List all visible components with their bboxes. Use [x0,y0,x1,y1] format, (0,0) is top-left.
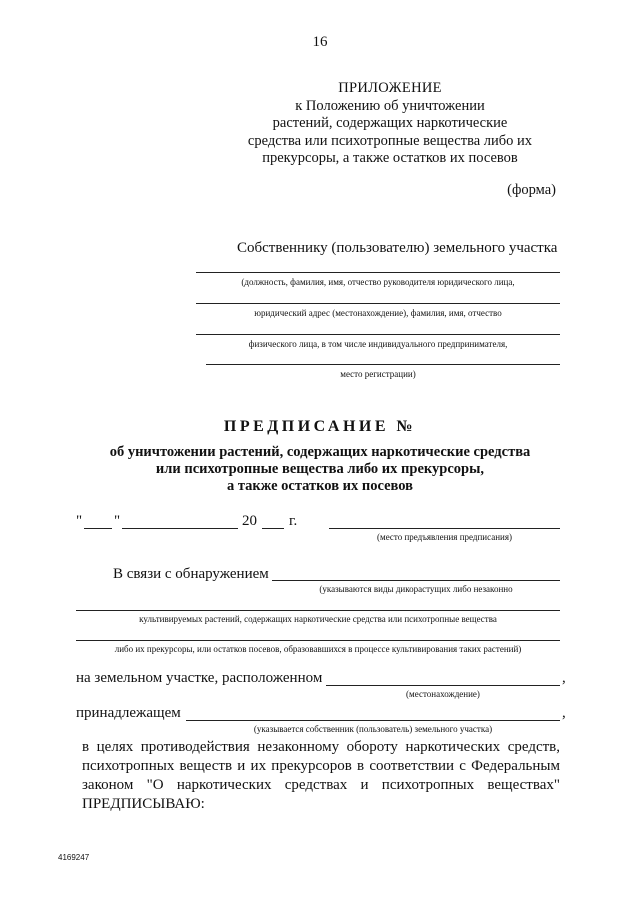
recipient-note-1: (должность, фамилия, имя, отчество руководителя юридического лица, [241,277,515,287]
discovery-label: В связи с обнаружением [113,566,269,582]
body-line: законом "О наркотических средствах и психотропных веществах" [82,777,560,793]
date-year-prefix: 20 [242,513,257,529]
page-number: 16 [312,34,328,50]
body-line: в целях противодействия незаконному обороту наркотических средств, [82,739,560,755]
recipient-line-2 [196,303,560,304]
annex-line: к Положению об уничтожении [295,97,485,114]
date-day-line [84,528,112,529]
date-year-suffix: г. [289,513,298,529]
recipient-title: Собственнику (пользователю) земельного участка [237,240,558,256]
annex-line: средства или психотропные вещества либо их [247,132,533,149]
annex-block [230,80,550,168]
place-line [329,528,560,529]
recipient-note-3: физического лица, в том числе индивидуального предпринимателя, [248,339,508,349]
belonging-label: принадлежащем [76,705,181,721]
body-paragraph [82,738,560,814]
discovery-line-3 [76,640,560,641]
date-month-line [122,528,238,529]
order-subtitle-line: об уничтожении растений, содержащих наркотические средства [109,444,531,460]
date-year-line [262,528,284,529]
order-subtitle [80,444,560,495]
location-label: на земельном участке, расположенном [76,670,323,686]
location-comma: , [562,670,566,686]
discovery-note-1: (указываются виды дикорастущих либо незаконно [319,584,513,594]
recipient-note-2: юридический адрес (местонахождение), фамилия, имя, отчество [254,308,502,318]
document-code: 4169247 [58,853,90,862]
place-note: (место предъявления предписания) [377,532,512,542]
date-quote-open: " [76,513,83,529]
discovery-note-2: культивируемых растений, содержащих наркотические средства или психотропные вещества [139,614,497,624]
discovery-line-2 [76,610,560,611]
body-line: психотропных веществ и их прекурсоров в соответствии с Федеральным [82,758,560,774]
body-line-prescribe: ПРЕДПИСЫВАЮ: [82,796,205,812]
belonging-comma: , [562,705,566,721]
recipient-line-1 [196,272,560,273]
annex-line: прекурсоры, а также остатков их посевов [262,150,518,166]
location-line [326,685,560,686]
form-mark: (форма) [507,182,556,198]
location-note: (местонахождение) [406,689,480,699]
belonging-note: (указывается собственник (пользователь) земельного участка) [253,724,493,734]
discovery-line-1 [272,580,560,581]
annex-heading: ПРИЛОЖЕНИЕ [338,80,442,96]
discovery-note-3: либо их прекурсоры, или остатков посевов, образовавшихся в процессе культивирования таких растений) [114,644,522,654]
recipient-line-3 [196,334,560,335]
date-quote-close: " [114,513,121,529]
belonging-line [186,720,560,721]
order-subtitle-line: а также остатков их посевов [227,478,413,494]
order-subtitle-line: или психотропные вещества либо их прекурсоры, [155,461,485,477]
annex-line: растений, содержащих наркотические [272,115,508,131]
recipient-note-4: место регистрации) [340,369,416,379]
recipient-line-4 [206,364,560,365]
order-title: ПРЕДПИСАНИЕ № [223,418,417,435]
